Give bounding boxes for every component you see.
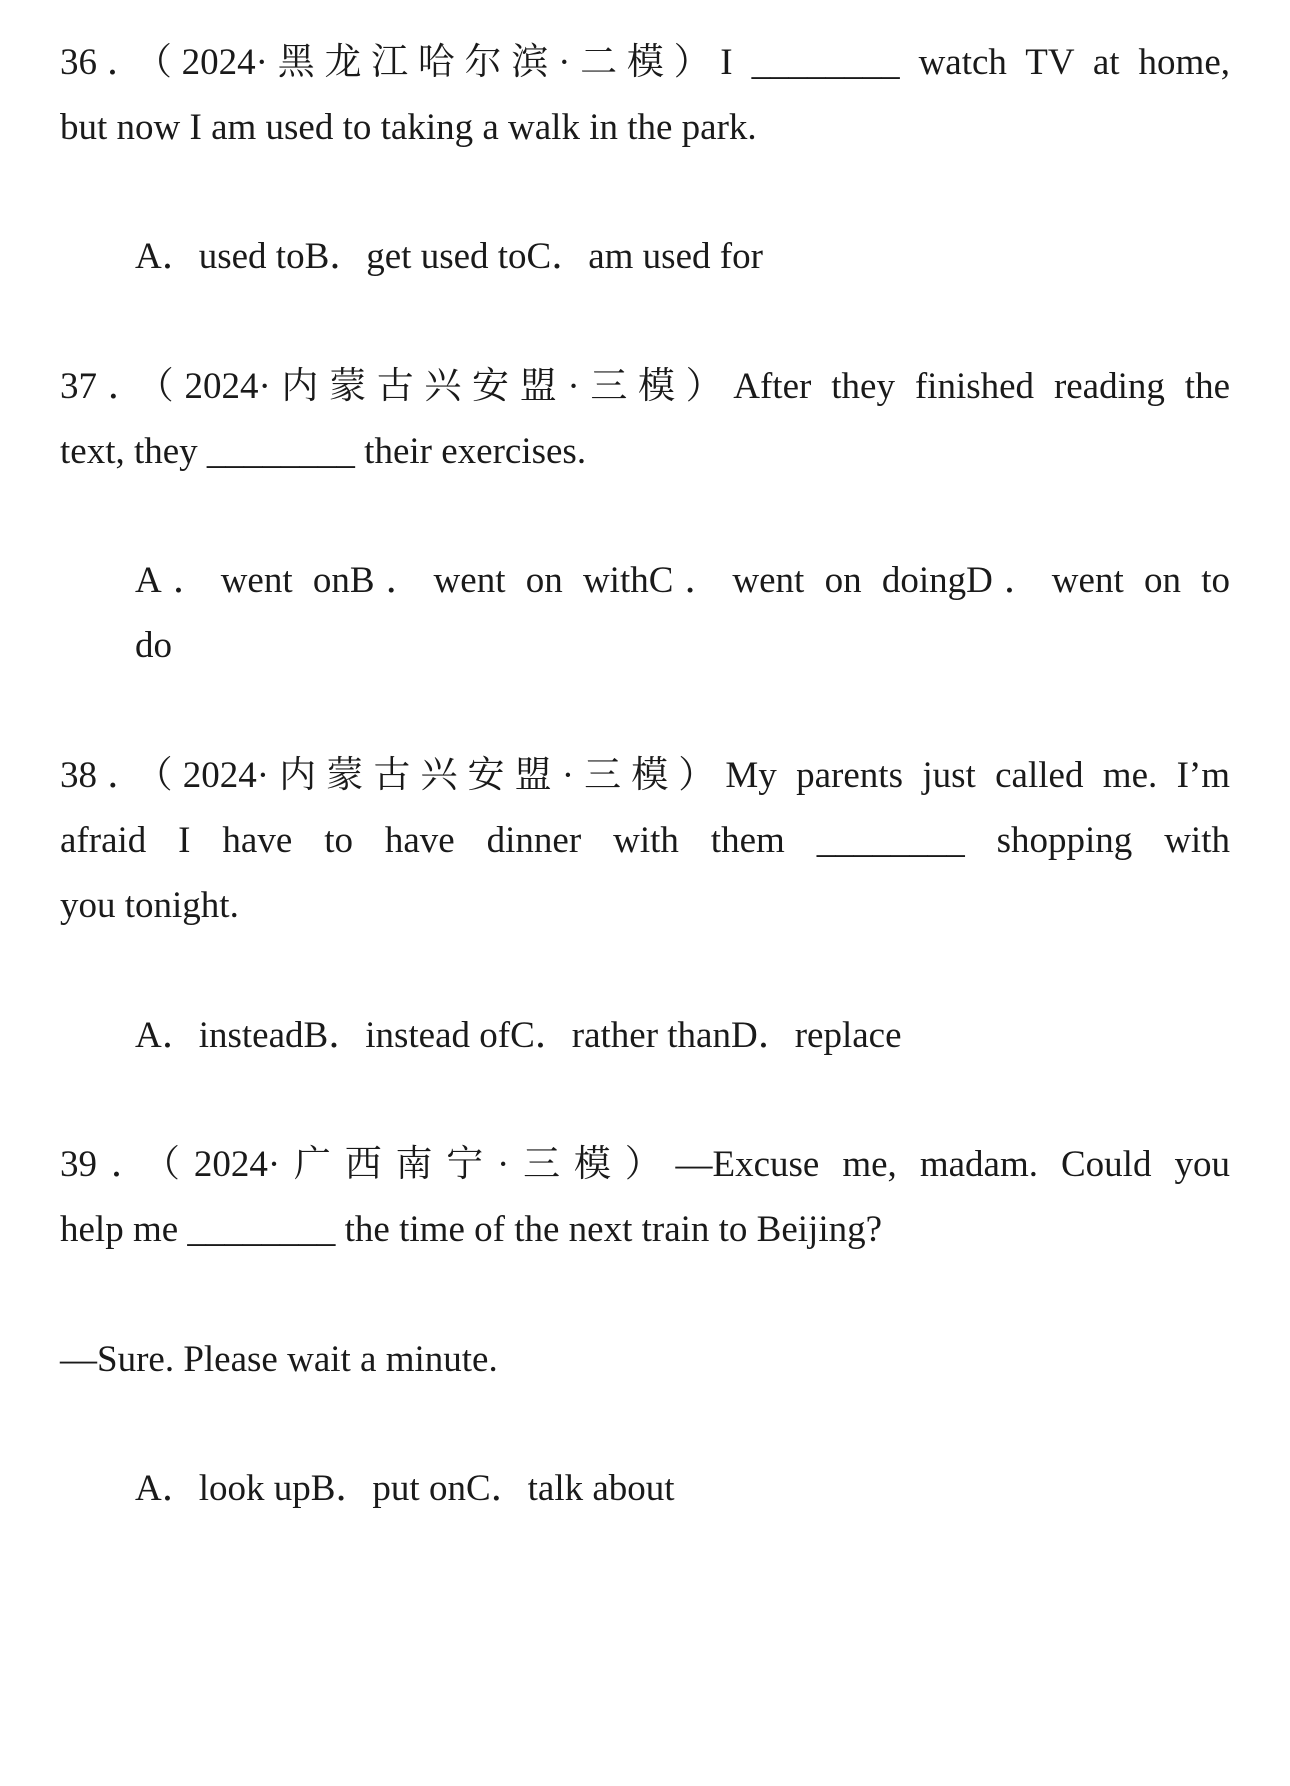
question-39-options: A．look upB．put onC．talk about (135, 1468, 675, 1509)
question-39-line-3: —Sure. Please wait a minute. (60, 1339, 498, 1380)
question-38-options: A．insteadB．instead ofC．rather thanD．replace (135, 1015, 902, 1056)
question-37-options: A．went onB．went on withC．went on doingD．went on to (135, 560, 1230, 601)
question-37-line-2: text, they ________ their exercises. (60, 431, 587, 472)
question-36-line-1: 36．（2024·黑龙江哈尔滨·二模）I ________ watch TV at home, (60, 42, 1230, 83)
question-36-options: A．used toB．get used toC．am used for (135, 236, 763, 277)
question-38-line-2: afraid I have to have dinner with them ________ shopping with (60, 820, 1230, 861)
question-36-line-2: but now I am used to taking a walk in the park. (60, 107, 757, 148)
question-39-line-1: 39．（2024·广西南宁·三模）—Excuse me, madam. Could you (60, 1144, 1230, 1185)
question-37-line-1: 37．（2024·内蒙古兴安盟·三模）After they finished reading the (60, 366, 1230, 407)
question-38-line-3: you tonight. (60, 885, 239, 926)
question-37-options-cont: do (135, 625, 172, 666)
question-39-line-2: help me ________ the time of the next train to Beijing? (60, 1209, 883, 1250)
question-38-line-1: 38．（2024·内蒙古兴安盟·三模）My parents just called me. I’m (60, 755, 1230, 796)
